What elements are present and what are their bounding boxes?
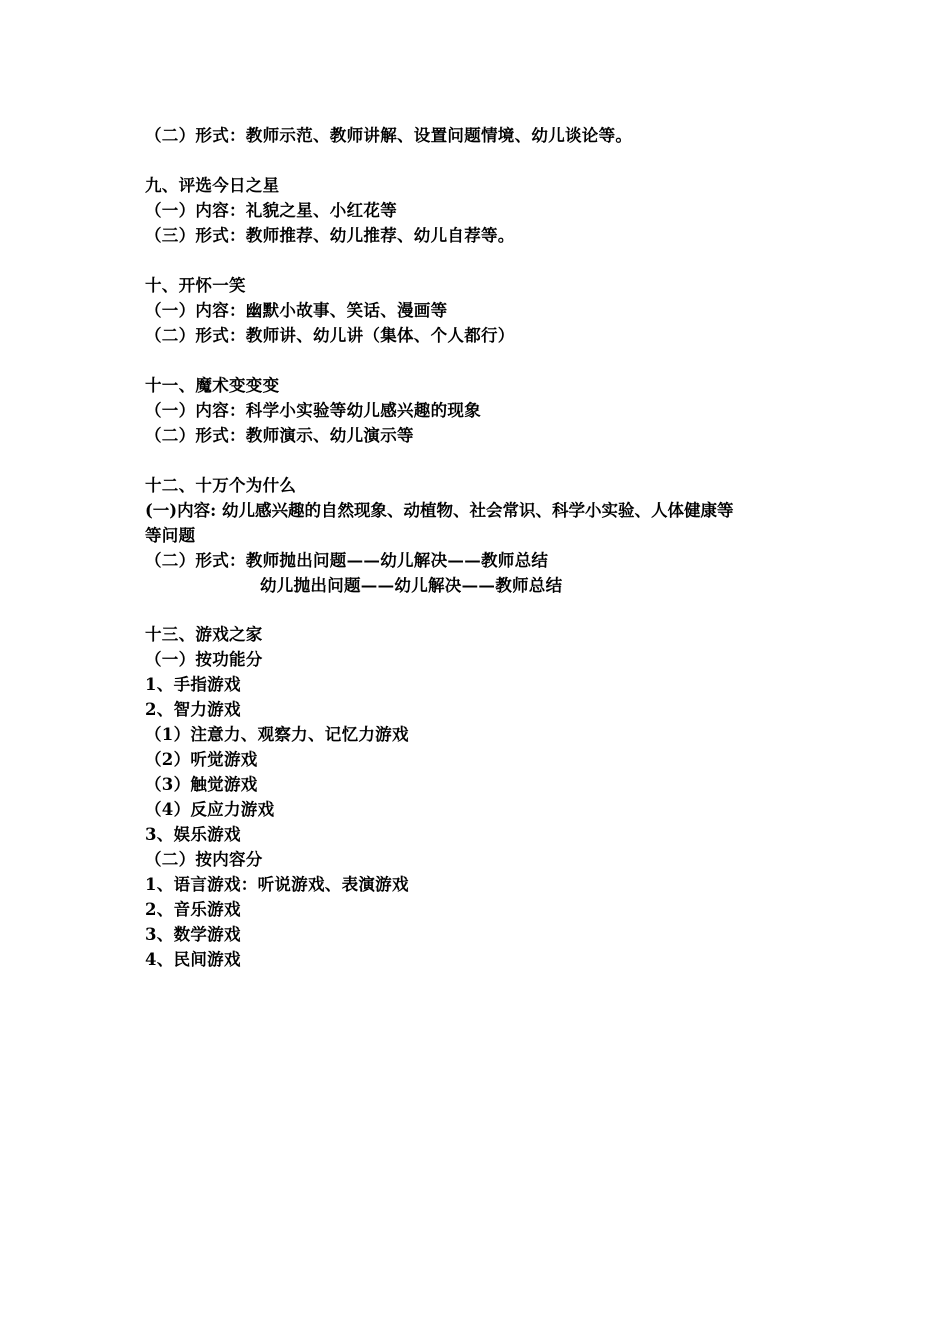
section13-by-content-heading: （二）按内容分 [145, 850, 263, 869]
section9-title: 九、评选今日之星 [145, 176, 280, 195]
list-item: 2、智力游戏 [145, 700, 241, 719]
list-item: 4、民间游戏 [145, 950, 241, 969]
list-item: 1、语言游戏：听说游戏、表演游戏 [145, 875, 409, 894]
list-item: 3、数学游戏 [145, 925, 241, 944]
list-item: 1、手指游戏 [145, 675, 241, 694]
section13-by-function-heading: （一）按功能分 [145, 650, 263, 669]
section11-title: 十一、魔术变变变 [145, 376, 280, 395]
section10-title: 十、开怀一笑 [145, 276, 246, 295]
section12-title: 十二、十万个为什么 [145, 476, 297, 495]
section11-content-line: （一）内容：科学小实验等幼儿感兴趣的现象 [145, 401, 481, 420]
sub-list-item: （3）触觉游戏 [145, 775, 258, 794]
section10-content-line: （一）内容：幽默小故事、笑话、漫画等 [145, 301, 448, 320]
section12-content-line: (一)内容: 幼儿感兴趣的自然现象、动植物、社会常识、科学小实验、人体健康等 [145, 501, 734, 520]
sub-list-item: （2）听觉游戏 [145, 750, 258, 769]
section12-form-line-2: 幼儿抛出问题——幼儿解决——教师总结 [260, 576, 563, 595]
sub-list-item: （4）反应力游戏 [145, 800, 275, 819]
section12-content-continued: 等问题 [145, 526, 196, 545]
list-item: 3、娱乐游戏 [145, 825, 241, 844]
sub-list-item: （1）注意力、观察力、记忆力游戏 [145, 725, 409, 744]
section11-form-line: （二）形式：教师演示、幼儿演示等 [145, 426, 414, 445]
section12-form-line: （二）形式：教师抛出问题——幼儿解决——教师总结 [145, 551, 549, 570]
section9-form-line: （三）形式：教师推荐、幼儿推荐、幼儿自荐等。 [145, 226, 515, 245]
section13-title: 十三、游戏之家 [145, 625, 263, 644]
section10-form-line: （二）形式：教师讲、幼儿讲（集体、个人都行） [145, 326, 515, 345]
section9-content-line: （一）内容：礼貌之星、小红花等 [145, 201, 397, 220]
section8-form-line: （二）形式：教师示范、教师讲解、设置问题情境、幼儿谈论等。 [145, 126, 633, 145]
list-item: 2、音乐游戏 [145, 900, 241, 919]
